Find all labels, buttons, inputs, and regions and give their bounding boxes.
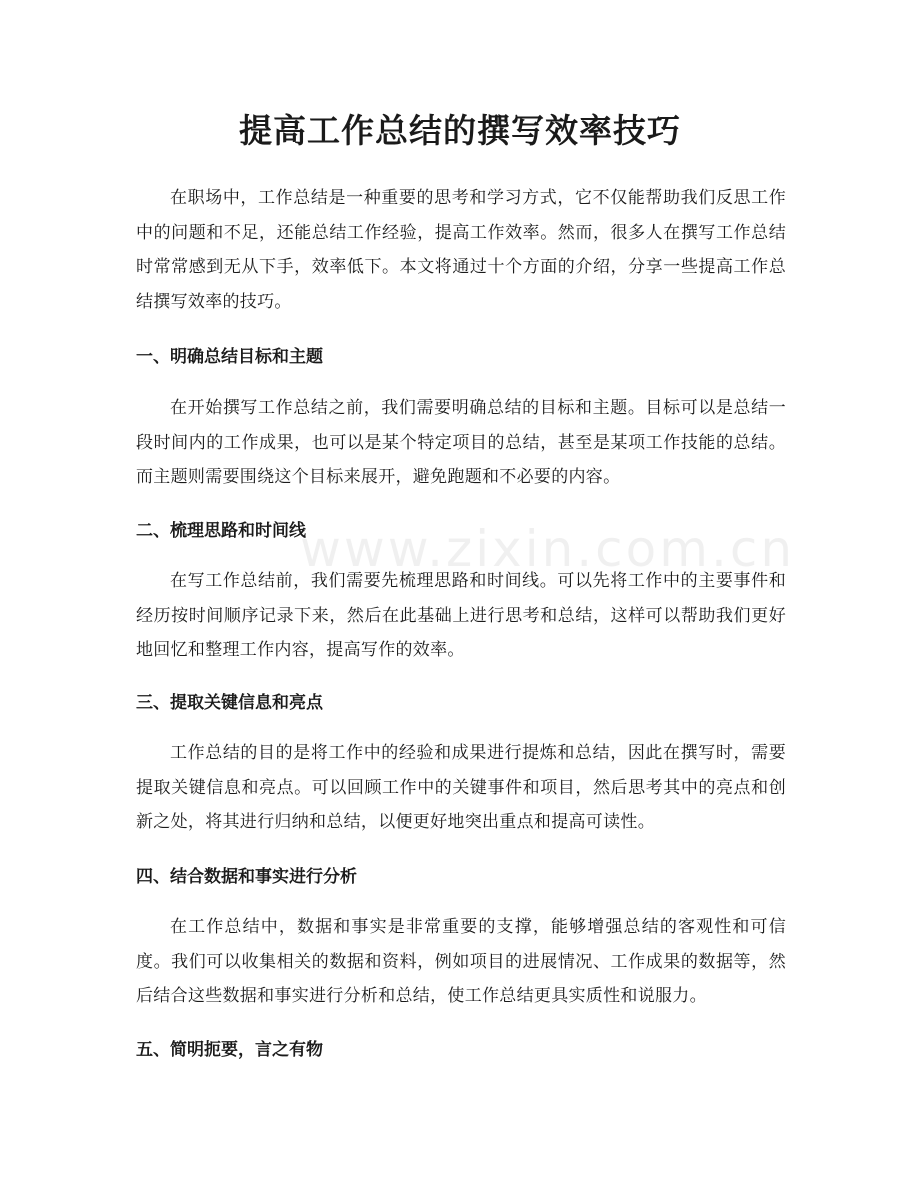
section-heading-1: 一、明确总结目标和主题 <box>136 347 323 367</box>
section-heading-2: 二、梳理思路和时间线 <box>136 521 306 541</box>
section-body-4: 在工作总结中，数据和事实是非常重要的支撑，能够增强总结的客观性和可信度。我们可以收集相关的数据和资料，例如项目的进展情况、工作成果的数据等，然后结合这些数据和事实进行分析和总结，使工作总结更具实质性和说服力。 <box>136 917 786 1006</box>
document-title: 提高工作总结的撰写效率技巧 <box>239 111 681 150</box>
intro-paragraph: 在职场中，工作总结是一种重要的思考和学习方式，它不仅能帮助我们反思工作中的问题和不足，还能总结工作经验，提高工作效率。然而，很多人在撰写工作总结时常常感到无从下手，效率低下。本文将通过十个方面的介绍，分享一些提高工作总结撰写效率的技巧。 <box>136 188 786 312</box>
section-heading-3: 三、提取关键信息和亮点 <box>136 693 323 713</box>
section-heading-4: 四、结合数据和事实进行分析 <box>136 867 357 887</box>
section-body-3: 工作总结的目的是将工作中的经验和成果进行提炼和总结，因此在撰写时，需要提取关键信息和亮点。可以回顾工作中的关键事件和项目，然后思考其中的亮点和创新之处，将其进行归纳和总结，以便更好地突出重点和提高可读性。 <box>136 743 786 832</box>
section-heading-5: 五、简明扼要，言之有物 <box>136 1040 323 1060</box>
section-body-1: 在开始撰写工作总结之前，我们需要明确总结的目标和主题。目标可以是总结一段时间内的工作成果，也可以是某个特定项目的总结，甚至是某项工作技能的总结。而主题则需要围绕这个目标来展开，避免跑题和不必要的内容。 <box>136 398 786 487</box>
section-body-2: 在写工作总结前，我们需要先梳理思路和时间线。可以先将工作中的主要事件和经历按时间顺序记录下来，然后在此基础上进行思考和总结，这样可以帮助我们更好地回忆和整理工作内容，提高写作的效率。 <box>136 571 786 660</box>
watermark: www.zixin.com.cn <box>300 520 796 578</box>
